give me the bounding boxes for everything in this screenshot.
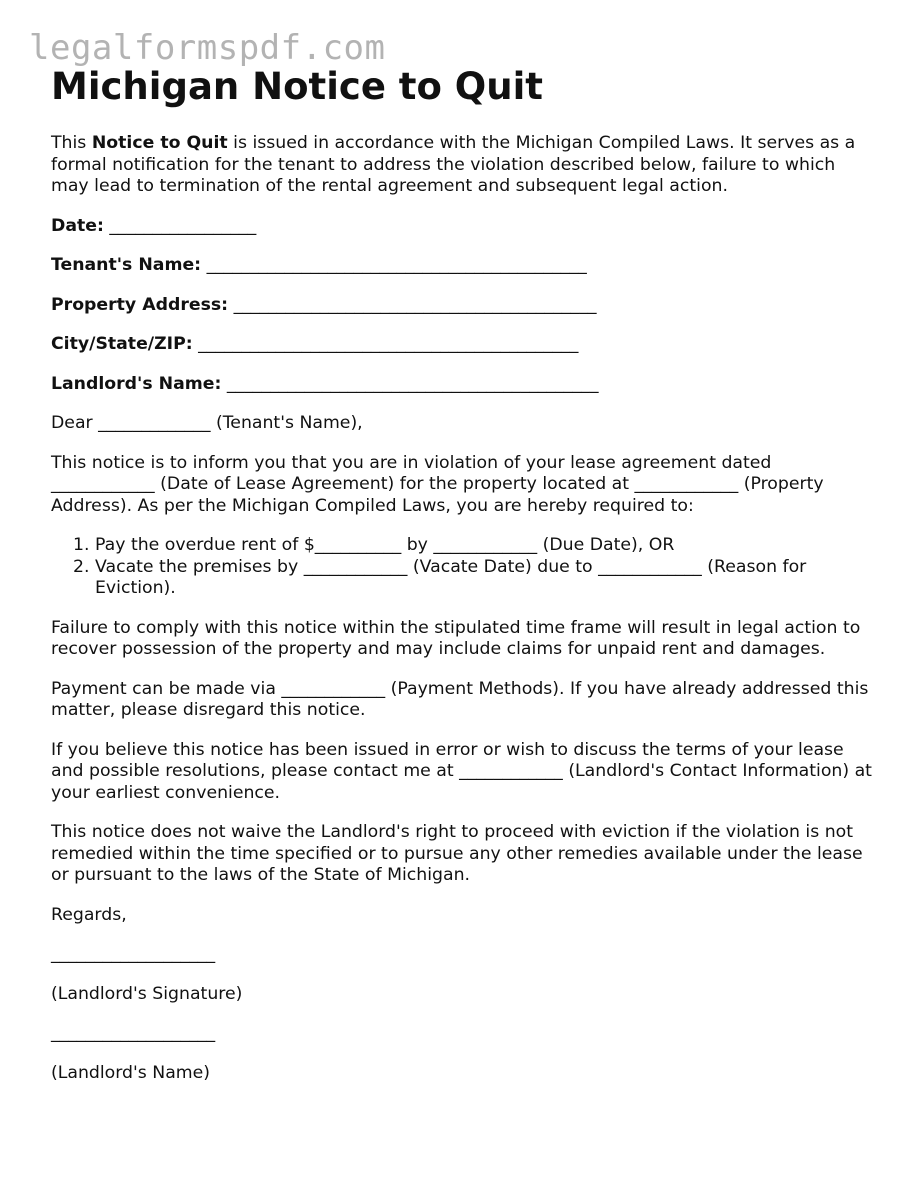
document-body	[51, 133, 876, 1102]
intro-paragraph	[51, 133, 876, 198]
signature-line: ___________________	[51, 944, 216, 964]
field-property-address	[51, 295, 876, 317]
contact-paragraph: If you believe this notice has been issued in error or wish to discuss the terms of your lease and possible resolutions, please contact me at ____________ (Landlord's Contact Information) at your earliest convenience.	[51, 739, 872, 803]
salutation: Dear _____________ (Tenant's Name),	[51, 413, 363, 433]
closing: Regards,	[51, 904, 127, 925]
field-city-state-zip	[51, 334, 876, 356]
list-item: 1. Pay the overdue rent of $__________ by ____________ (Due Date), OR	[95, 535, 876, 557]
field-property-address-blank: __________________________________________	[233, 294, 597, 315]
violation-paragraph: This notice is to inform you that you are in violation of your lease agreement dated ____________ (Date of Lease Agreement) for the property located at ____________ (Property Address). As per the Michigan Compiled Laws, you are hereby required to:	[51, 452, 824, 516]
field-tenant-name-blank: ____________________________________________	[206, 255, 587, 275]
name-caption: (Landlord's Name)	[51, 1062, 210, 1083]
page-title: Michigan Notice to Quit	[51, 65, 543, 108]
field-date	[51, 216, 876, 238]
field-date-label: Date:	[51, 215, 104, 236]
field-property-address-label: Property Address:	[51, 294, 229, 315]
name-line: ___________________	[51, 1023, 216, 1043]
payment-paragraph: Payment can be made via ____________ (Payment Methods). If you have already addressed this matter, please disregard this notice.	[51, 678, 869, 720]
failure-paragraph: Failure to comply with this notice within the stipulated time frame will result in legal action to recover possession of the property and may include claims for unpaid rent and damages.	[51, 617, 861, 659]
waiver-paragraph: This notice does not waive the Landlord's right to proceed with eviction if the violation is not remedied within the time specified or to pursue any other remedies available under the lease or pursuant to the laws of the State of Michigan.	[51, 822, 863, 885]
requirements-list	[51, 535, 876, 600]
field-tenant-name-label: Tenant's Name:	[51, 255, 202, 275]
intro-suffix: is issued in accordance with the Michigan Compiled Laws. It serves as a formal notification for the tenant to address the violation described below, failure to which may lead to termination of the rental agreement and subsequent legal action.	[51, 133, 856, 196]
field-landlord-name-label: Landlord's Name:	[51, 373, 222, 394]
list-item: 2. Vacate the premises by ____________ (Vacate Date) due to ____________ (Reason for Eviction).	[95, 557, 876, 600]
field-landlord-name-blank: ___________________________________________	[226, 373, 599, 394]
field-landlord-name	[51, 374, 876, 396]
field-city-state-zip-label: City/State/ZIP:	[51, 334, 193, 354]
signature-caption: (Landlord's Signature)	[51, 983, 243, 1004]
field-date-blank: _________________	[109, 215, 257, 236]
intro-prefix: This	[51, 133, 92, 153]
field-city-state-zip-blank: ____________________________________________	[198, 334, 579, 354]
field-tenant-name	[51, 255, 876, 277]
intro-bold-term: Notice to Quit	[91, 133, 228, 153]
watermark: legalformspdf.com	[29, 28, 386, 68]
